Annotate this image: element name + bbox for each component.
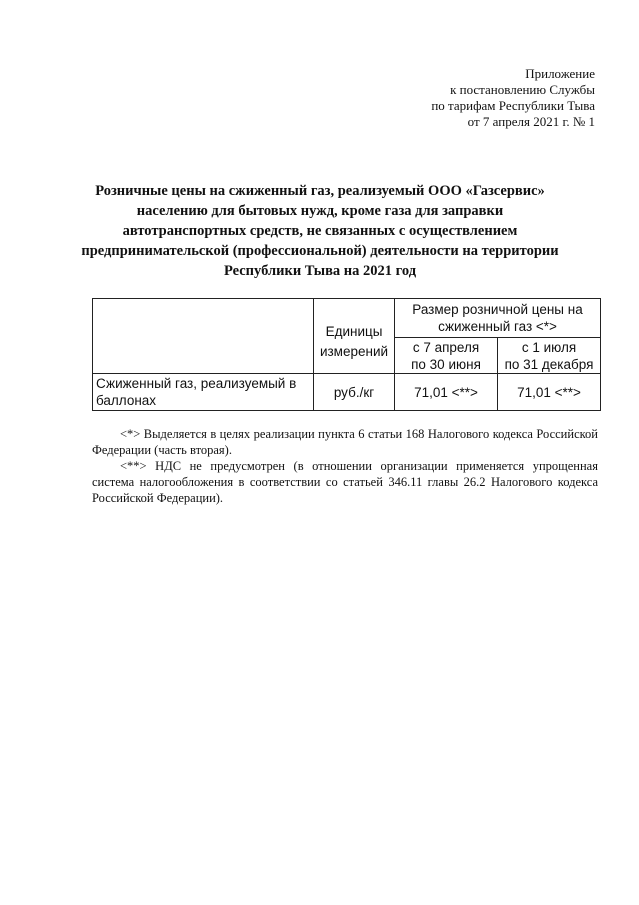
header-units-cell xyxy=(314,299,395,374)
header-period-1-cell xyxy=(395,338,498,374)
row-name-line-2: баллонах xyxy=(96,393,157,408)
table-header-row-1 xyxy=(93,299,601,338)
header-price-line-1: Размер розничной цены на xyxy=(412,302,583,317)
row-unit-cell: руб./кг xyxy=(314,374,395,411)
header-empty-cell xyxy=(93,299,314,374)
row-name-cell xyxy=(93,374,314,411)
appendix-line-1: Приложение xyxy=(525,66,595,81)
period-1-line-2: по 30 июня xyxy=(411,356,481,372)
appendix-line-4: от 7 апреля 2021 г. № 1 xyxy=(467,114,595,129)
footnote-2: <**> НДС не предусмотрен (в отношении организации применяется упрощенная система налогообложения в соответствии со статьей 346.11 главы 26.2 Налогового кодекса Российской Федерации). xyxy=(92,459,598,505)
header-period-2-cell xyxy=(498,338,601,374)
period-2-line-2: по 31 декабря xyxy=(504,356,594,372)
header-units-line-2: измерений xyxy=(319,344,389,359)
appendix-block xyxy=(431,66,595,130)
title-line-4: предпринимательской (профессиональной) деятельности на территории xyxy=(81,243,559,259)
footnotes xyxy=(92,426,598,506)
header-units-line-1: Единицы xyxy=(325,324,383,339)
document-title xyxy=(60,181,580,281)
price-table xyxy=(92,298,601,411)
row-price-period-2-cell: 71,01 <**> xyxy=(498,374,601,411)
footnote-1: <*> Выделяется в целях реализации пункта 6 статьи 168 Налогового кодекса Российской Федерации (часть вторая). xyxy=(92,427,598,457)
appendix-line-3: по тарифам Республики Тыва xyxy=(431,98,595,113)
row-name-line-1: Сжиженный газ, реализуемый в xyxy=(96,376,297,391)
title-line-1: Розничные цены на сжиженный газ, реализуемый ООО «Газсервис» xyxy=(95,183,545,199)
title-line-5: Республики Тыва на 2021 год xyxy=(223,263,417,279)
row-price-period-1-cell: 71,01 <**> xyxy=(395,374,498,411)
title-line-3: автотранспортных средств, не связанных с осуществлением xyxy=(122,223,518,239)
table-row xyxy=(93,374,601,411)
period-1-line-1: с 7 апреля xyxy=(412,339,480,355)
header-price-group-cell xyxy=(395,299,601,338)
title-line-2: населению для бытовых нужд, кроме газа для заправки xyxy=(136,203,504,219)
period-2-line-1: с 1 июля xyxy=(521,339,577,355)
header-price-line-2: сжиженный газ <*> xyxy=(438,319,557,334)
appendix-line-2: к постановлению Службы xyxy=(450,82,595,97)
